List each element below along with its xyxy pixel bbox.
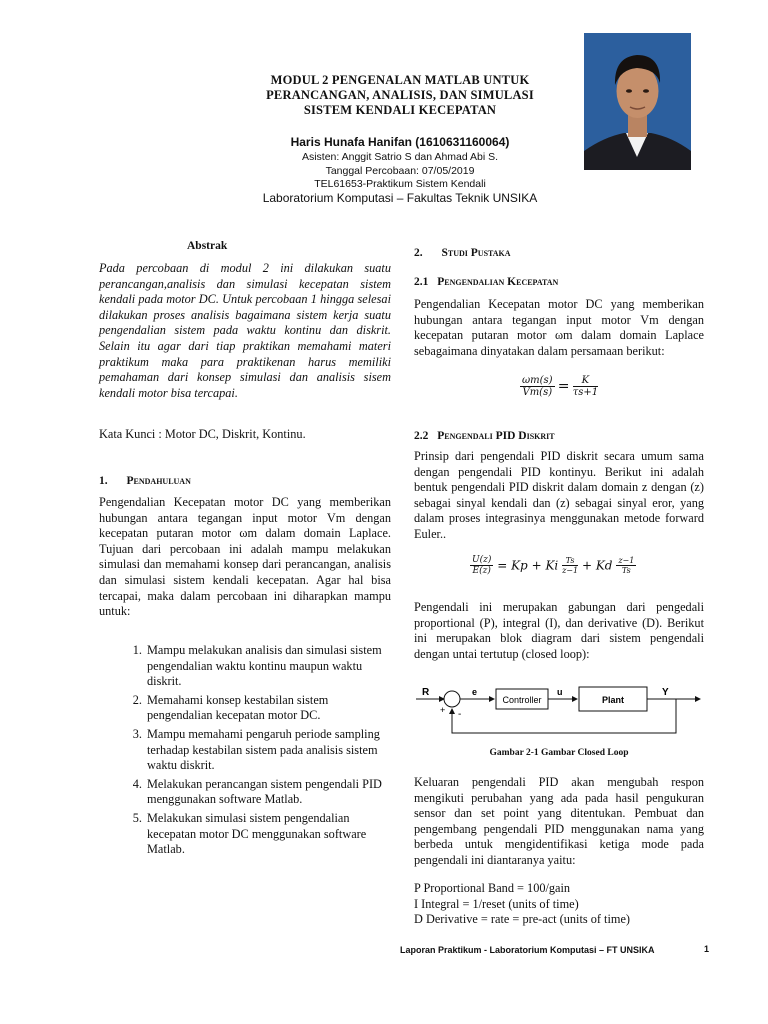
eq2-kd-num: z−1 — [618, 556, 635, 565]
mode-derivative: D Derivative = rate = pre-act (units of time) — [414, 912, 631, 927]
mode-integral: I Integral = 1/reset (units of time) — [414, 896, 579, 911]
section1-heading — [99, 475, 191, 487]
figure-caption: Gambar 2-1 Gambar Closed Loop — [489, 748, 629, 758]
eq1-lhs-num: ωm(s) — [522, 375, 553, 386]
equation-pid: $\frac{U(z)}{E(z)}$ = Kp + Ki $\frac{Ts}{z-1}$ + Kd $\frac{z-1}{Ts}$ — [472, 555, 635, 576]
objective-item: 1. Mampu melakukan analisis dan simulasi sistem pengendalian waktu kontinu maupun waktu diskrit. — [145, 643, 391, 690]
label-y: Y — [662, 687, 669, 698]
lab-line: Laboratorium Komputasi – Fakultas Teknik UNSIKA — [262, 191, 538, 205]
section1-title: Pendahuluan — [126, 475, 191, 487]
subsection-2-1-heading — [414, 276, 558, 288]
subsection-2-2-heading — [414, 430, 555, 442]
section1-paragraph: Pengendalian Kecepatan motor DC yang memberikan hubungan antara tegangan input motor Vm dengan kecepatan putaran motor ωm dalam domain Laplace. Tujuan dari percobaan ini adalah mampu melakukan simulasi dan memahami konsep dari perancangan, analisis dan simulasi sistem kendali kecepatan. Agar hal bisa tercapai, maka dalam percobaan ini diharapkan mampu untuk: — [99, 495, 391, 619]
objective-item: 4. Melakukan perancangan sistem pengendali PID menggunakan software Matlab. — [145, 777, 391, 808]
author-name: Haris Hunafa Hanifan (1610631160064) — [290, 135, 510, 149]
section2-heading — [414, 247, 511, 259]
pid-description-paragraph: Pengendali ini merupakan gabungan dari pengedali proportional (P), integral (I), dan derivative (D). Berikut ini merupakan blok diagram dari sistem pengendali dengan untai tertutup (closed loop): — [414, 600, 704, 661]
plant-label: Plant — [601, 695, 625, 705]
subsection-2-1-paragraph: Pengendalian Kecepatan motor DC yang memberikan hubungan antara tegangan input motor Vm dengan kecepatan putaran motor ωm dalam domain Laplace sebagaimana dinyatakan dalam persamaan berikut: — [414, 297, 704, 358]
objective-item: 3. Mampu memahami pengaruh periode sampling terhadap kestabilan sistem pada analisis sistem waktu diskrit. — [145, 727, 391, 774]
subsection-2-2-paragraph: Prinsip dari pengendali PID diskrit secara umum sama dengan pengendali PID kontinyu. Berikut ini adalah bentuk pengendali PID diskrit dalam domain z dengan (z) sebagai sinyal kendali dan (z) sebagai sinyal eror, yang dalam proses integrasinya menggunakan metode forward Euler.. — [414, 449, 704, 541]
subsection-2-2-number: 2.2 — [414, 430, 429, 442]
closed-loop-diagram — [414, 683, 704, 745]
page-number: 1 — [704, 944, 710, 954]
eq2-lhs-num: U(z) — [472, 555, 492, 565]
subsection-2-1-title: Pengendalian Kecepatan — [437, 276, 559, 288]
eq1-lhs-den: Vm(s) — [522, 387, 553, 398]
eq2-ki: Ki — [545, 558, 559, 573]
author-photo — [584, 33, 691, 170]
label-e: e — [472, 687, 478, 697]
title-line-2: PERANCANGAN, ANALISIS, DAN SIMULASI — [266, 88, 534, 102]
summing-junction — [444, 691, 460, 707]
controller-label: Controller — [502, 695, 542, 705]
paper-title — [230, 73, 570, 118]
objective-item: 2. Memahami konsep kestabilan sistem pengendalian kecepatan motor DC. — [145, 693, 391, 724]
abstract-text: Pada percobaan di modul 2 ini dilakukan suatu perancangan,analisis dan simulasi kecepatan sistem kendali pada motor DC. Untuk percobaan 1 hingga selesai dilakukan proses analisis bagaimana sistem kerja suatu pengendalian sistem pada waktu kontinu dan diskrit. Selain itu agar dari tiap praktikan memahami materi praktikum maka para praktikenan harus memiliki pemahaman dari konsep simulasi dan analisis sisem kendali motor bisa tercapai. — [99, 261, 391, 400]
keywords-text: Kata Kunci : Motor DC, Diskrit, Kontinu. — [99, 427, 306, 441]
eq1-rhs-num: K — [573, 375, 598, 387]
title-line-3: SISTEM KENDALI KECEPATAN — [303, 103, 497, 117]
section2-title: Studi Pustaka — [441, 247, 511, 259]
keywords — [99, 427, 306, 442]
section1-number: 1. — [99, 475, 108, 487]
eq1-rhs-den: τs+1 — [572, 387, 599, 398]
objectives-list — [99, 643, 391, 861]
label-plus: + — [440, 705, 446, 715]
abstract-heading: Abstrak — [187, 240, 228, 252]
section2-number: 2. — [414, 247, 423, 259]
page-footer: Laporan Praktikum - Laboratorium Komputasi – FT UNSIKA — [400, 945, 655, 955]
equation-transfer-function: $\frac{\omega m(s)}{Vm(s)}$ = $\frac{K}{\tau s+1}$ — [522, 375, 599, 398]
mode-proportional: P Proportional Band = 100/gain — [414, 881, 571, 895]
label-r: R — [422, 687, 430, 698]
assistant-line: Asisten: Anggit Satrio S dan Ahmad Abi S. — [301, 151, 499, 163]
eq2-kd: Kd — [595, 558, 613, 573]
eq2-kd-den: Ts — [621, 566, 631, 575]
course-line: TEL61653-Praktikum Sistem Kendali — [314, 178, 486, 190]
date-line: Tanggal Percobaan: 07/05/2019 — [325, 165, 475, 177]
objective-item: 5. Melakukan simulasi sistem pengendalian kecepatan motor DC menggunakan software Matlab. — [145, 811, 391, 858]
eq2-lhs-den: E(z) — [472, 566, 491, 576]
eq2-kp: Kp — [511, 558, 528, 573]
title-line-1: MODUL 2 PENGENALAN MATLAB UNTUK — [270, 73, 530, 87]
eq2-ki-num: Ts — [562, 556, 578, 566]
pid-modes-paragraph: Keluaran pengendali PID akan mengubah respon mengikuti perubahan yang ada pada hasil pengukuran sensor dan set point yang ditentukan. Pembuat dan pengembang pengendali PID menggunakan nama yang berbeda untuk mengidentifikasi ketiga mode pada pengendali ini diantaranya yaitu: — [414, 775, 704, 867]
label-minus: - — [458, 709, 462, 720]
label-u: u — [557, 687, 563, 697]
pid-modes-list — [414, 881, 704, 928]
subsection-2-1-number: 2.1 — [414, 276, 429, 288]
eq2-ki-den: z−1 — [562, 566, 579, 575]
subsection-2-2-title: Pengendali PID Diskrit — [437, 430, 555, 442]
